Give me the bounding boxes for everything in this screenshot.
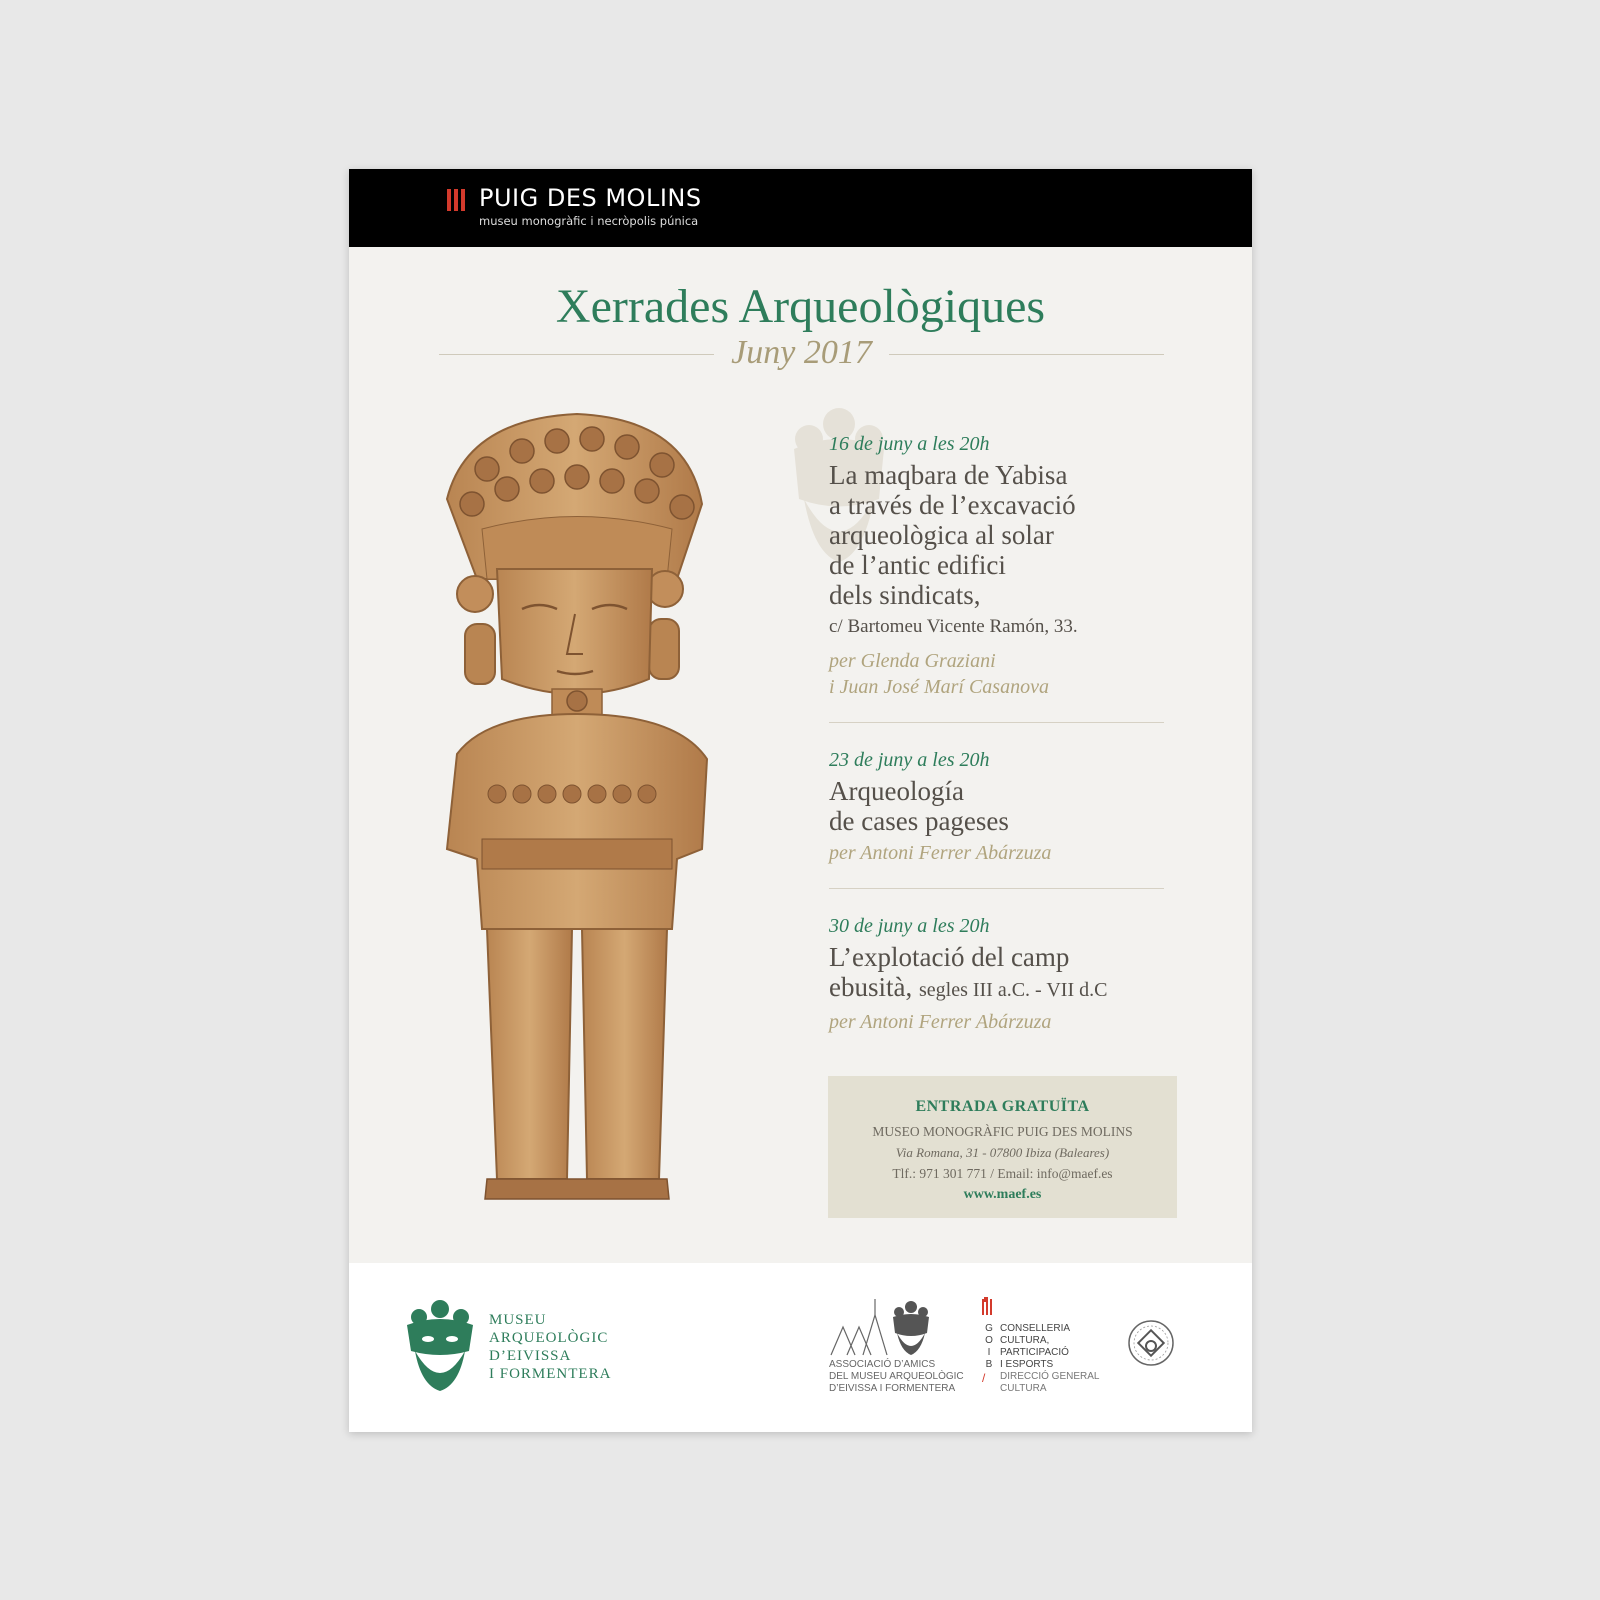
goib-letter: I — [987, 1347, 991, 1358]
footer — [349, 1263, 1252, 1432]
goib-sub-line: CULTURA — [1000, 1383, 1047, 1394]
event-title — [829, 942, 1179, 1005]
page-subtitle: Juny 2017 — [731, 334, 872, 371]
poster — [349, 169, 1252, 1432]
goib-logo-text — [1000, 1323, 1099, 1395]
goib-line: CULTURA, — [1000, 1335, 1050, 1346]
amics-line: DEL MUSEU ARQUEOLÒGIC — [829, 1371, 964, 1382]
bes-mask-logo-icon — [401, 1299, 479, 1391]
amics-logo-icon — [829, 1297, 934, 1357]
event-author: per Antoni Ferrer Abárzuza — [829, 842, 1052, 864]
info-website-link[interactable]: www.maef.es — [963, 1187, 1042, 1202]
event-address: c/ Bartomeu Vicente Ramón, 33. — [829, 616, 1078, 637]
event-title — [829, 460, 1179, 610]
statue-image — [427, 409, 727, 1209]
event-title — [829, 776, 1179, 836]
event-3 — [829, 915, 1179, 1035]
info-heading: ENTRADA GRATUÏTA — [915, 1098, 1090, 1115]
event-author-line: i Juan José Marí Casanova — [829, 676, 1049, 698]
page-title: Xerrades Arqueològiques — [555, 280, 1046, 333]
event-title-line: de cases pageses — [829, 806, 1009, 836]
unesco-seal-icon — [1127, 1319, 1175, 1367]
event-1 — [829, 433, 1179, 700]
event-title-line: arqueològica al solar — [829, 520, 1054, 550]
brand-bars-icon — [447, 189, 465, 211]
amics-line: D’EIVISSA I FORMENTERA — [829, 1383, 956, 1394]
header-bar — [349, 169, 1252, 247]
event-date: 30 de juny a les 20h — [829, 915, 990, 937]
museu-line: D’EIVISSA — [489, 1348, 572, 1364]
museu-line: ARQUEOLÒGIC — [489, 1330, 609, 1346]
brand-title: PUIG DES MOLINS — [479, 184, 702, 212]
event-title-line: La maqbara de Yabisa — [829, 460, 1068, 490]
goib-sub-line: DIRECCIÓ GENERAL — [1000, 1371, 1100, 1382]
goib-line: I ESPORTS — [1000, 1359, 1054, 1370]
event-author: per Antoni Ferrer Abárzuza — [829, 1011, 1052, 1033]
event-title-line: a través de l’excavació — [829, 490, 1076, 520]
amics-logo-text — [829, 1359, 964, 1395]
museu-line: I FORMENTERA — [489, 1366, 612, 1382]
event-author-line: per Glenda Graziani — [829, 650, 996, 672]
info-contact: Tlf.: 971 301 771 / Email: info@maef.es — [892, 1166, 1113, 1181]
goib-letter: G — [985, 1323, 993, 1334]
info-box — [828, 1076, 1177, 1218]
event-title-line: de l’antic edifici — [829, 550, 1006, 580]
goib-slash-icon: / — [982, 1371, 986, 1385]
event-title-line: ebusità, — [829, 972, 913, 1002]
event-author — [829, 648, 1179, 700]
event-title-line: Arqueología — [829, 776, 964, 806]
goib-line: PARTICIPACIÓ — [1000, 1347, 1069, 1358]
event-date: 23 de juny a les 20h — [829, 749, 990, 771]
museu-logo-text — [489, 1311, 611, 1383]
goib-flag-icon — [981, 1297, 995, 1315]
event-title-line: L’explotació del camp — [829, 942, 1070, 972]
event-title-line: dels sindicats, — [829, 580, 981, 610]
event-title-suffix: segles III a.C. - VII d.C — [918, 979, 1108, 1001]
subtitle-row — [439, 334, 1164, 374]
goib-line: CONSELLERIA — [1000, 1323, 1071, 1334]
goib-letter: B — [985, 1359, 993, 1370]
event-2 — [829, 749, 1179, 866]
event-date: 16 de juny a les 20h — [829, 433, 990, 455]
info-address: Via Romana, 31 - 07800 Ibiza (Baleares) — [895, 1145, 1110, 1160]
goib-letter: O — [985, 1335, 993, 1346]
divider — [829, 722, 1164, 723]
museu-line: MUSEU — [489, 1312, 547, 1328]
brand-subtitle: museu monogràfic i necròpolis púnica — [479, 214, 699, 228]
info-museum: MUSEO MONOGRÀFIC PUIG DES MOLINS — [872, 1124, 1133, 1139]
goib-letters — [984, 1323, 994, 1371]
amics-line: ASSOCIACIÓ D’AMICS — [829, 1359, 936, 1370]
events-list — [829, 433, 1179, 1035]
divider — [829, 888, 1164, 889]
